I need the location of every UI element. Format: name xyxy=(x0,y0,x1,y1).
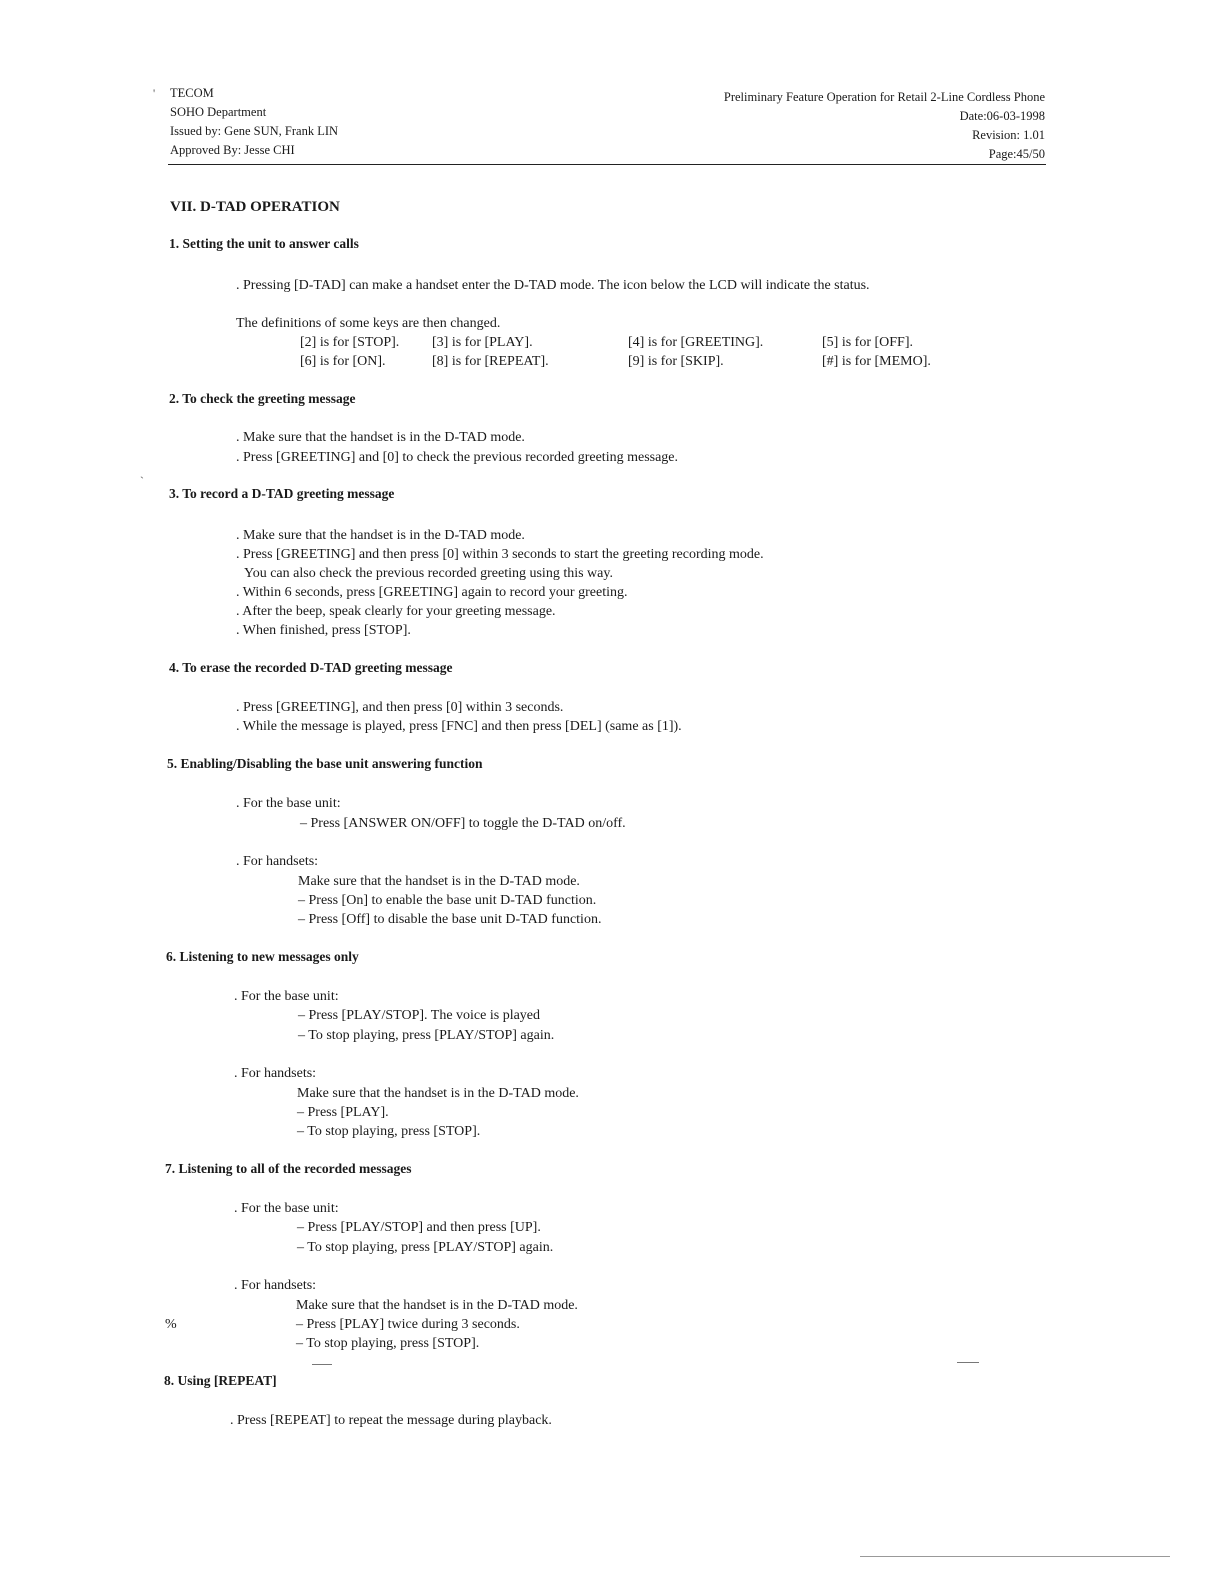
s7-handset-label: . For handsets: xyxy=(234,1278,317,1293)
key-def: [8] is for [REPEAT]. xyxy=(432,354,549,369)
scan-mark xyxy=(312,1364,332,1365)
section-1-title: 1. Setting the unit to answer calls xyxy=(169,236,359,251)
s5-handset-line: Make sure that the handset is in the D-TAD mode. xyxy=(298,874,580,889)
s4-line: . While the message is played, press [FNC] and then press [DEL] (same as [1]). xyxy=(236,719,682,734)
s3-line: . Make sure that the handset is in the D-TAD mode. xyxy=(236,528,525,543)
key-def: [9] is for [SKIP]. xyxy=(628,354,724,369)
issued-by: Issued by: Gene SUN, Frank LIN xyxy=(170,124,339,138)
key-def: [6] is for [ON]. xyxy=(300,354,386,369)
s7-handset-line: – To stop playing, press [STOP]. xyxy=(296,1336,480,1351)
s6-handset-line: Make sure that the handset is in the D-TAD mode. xyxy=(297,1086,579,1101)
margin-tick: ' xyxy=(153,86,156,100)
key-def: [4] is for [GREETING]. xyxy=(628,335,764,350)
section-3-title: 3. To record a D-TAD greeting message xyxy=(169,486,395,501)
s4-line: . Press [GREETING], and then press [0] within 3 seconds. xyxy=(236,700,564,715)
document-date: Date:06-03-1998 xyxy=(959,109,1045,123)
s5-base-line: – Press [ANSWER ON/OFF] to toggle the D-TAD on/off. xyxy=(300,816,626,831)
s8-line: . Press [REPEAT] to repeat the message during playback. xyxy=(230,1413,552,1428)
header-right xyxy=(724,88,1045,164)
s7-base-label: . For the base unit: xyxy=(234,1201,339,1216)
s7-handset-line: Make sure that the handset is in the D-TAD mode. xyxy=(296,1298,578,1313)
chapter-title: VII. D-TAD OPERATION xyxy=(170,199,340,215)
s7-handset-line: – Press [PLAY] twice during 3 seconds. xyxy=(296,1317,520,1332)
section-5-title: 5. Enabling/Disabling the base unit answering function xyxy=(167,756,483,771)
s6-handset-label: . For handsets: xyxy=(234,1066,317,1081)
department: SOHO Department xyxy=(170,105,267,119)
s7-base-line: – To stop playing, press [PLAY/STOP] again. xyxy=(297,1240,554,1255)
approved-by: Approved By: Jesse CHI xyxy=(170,143,295,157)
s5-handset-line: – Press [Off] to disable the base unit D-TAD function. xyxy=(298,912,602,927)
section-7-title: 7. Listening to all of the recorded messages xyxy=(165,1161,412,1176)
key-def: [3] is for [PLAY]. xyxy=(432,335,533,350)
s5-base-label: . For the base unit: xyxy=(236,796,341,811)
scan-mark xyxy=(957,1362,979,1363)
section-4-title: 4. To erase the recorded D-TAD greeting message xyxy=(169,660,453,675)
section-8-title: 8. Using [REPEAT] xyxy=(164,1373,277,1388)
header-rule xyxy=(168,164,1046,165)
s3-line: . Press [GREETING] and then press [0] within 3 seconds to start the greeting recording mode. xyxy=(236,547,764,562)
header-left xyxy=(170,84,338,160)
s6-base-label: . For the base unit: xyxy=(234,989,339,1004)
s1-defs-intro: The definitions of some keys are then changed. xyxy=(236,316,501,331)
page-number: Page:45/50 xyxy=(988,147,1045,161)
s1-line: . Pressing [D-TAD] can make a handset enter the D-TAD mode. The icon below the LCD will indicate the status. xyxy=(236,278,870,293)
section-2-title: 2. To check the greeting message xyxy=(169,391,356,406)
s3-line: . When finished, press [STOP]. xyxy=(236,623,411,638)
scan-artifact-line xyxy=(860,1556,1170,1557)
s3-line: . After the beep, speak clearly for your greeting message. xyxy=(236,604,556,619)
s7-base-line: – Press [PLAY/STOP] and then press [UP]. xyxy=(297,1220,541,1235)
key-def: [#] is for [MEMO]. xyxy=(822,354,931,369)
key-def: [5] is for [OFF]. xyxy=(822,335,913,350)
s5-handset-line: – Press [On] to enable the base unit D-TAD function. xyxy=(298,893,597,908)
s3-line: You can also check the previous recorded greeting using this way. xyxy=(244,566,613,581)
margin-mark: % xyxy=(165,1317,177,1332)
s6-base-line: – Press [PLAY/STOP]. The voice is played xyxy=(298,1008,541,1023)
s6-base-line: – To stop playing, press [PLAY/STOP] again. xyxy=(298,1028,555,1043)
company-name: TECOM xyxy=(170,86,214,100)
key-def: [2] is for [STOP]. xyxy=(300,335,400,350)
s5-handset-label: . For handsets: xyxy=(236,854,319,869)
s2-line: . Press [GREETING] and [0] to check the previous recorded greeting message. xyxy=(236,450,679,465)
s6-handset-line: – To stop playing, press [STOP]. xyxy=(297,1124,481,1139)
document-title: Preliminary Feature Operation for Retail 2-Line Cordless Phone xyxy=(723,90,1045,104)
section-6-title: 6. Listening to new messages only xyxy=(166,949,359,964)
s6-handset-line: – Press [PLAY]. xyxy=(297,1105,389,1120)
margin-tick: ` xyxy=(140,474,144,488)
document-revision: Revision: 1.01 xyxy=(972,128,1045,142)
s3-line: . Within 6 seconds, press [GREETING] again to record your greeting. xyxy=(236,585,628,600)
s2-line: . Make sure that the handset is in the D-TAD mode. xyxy=(236,430,525,445)
